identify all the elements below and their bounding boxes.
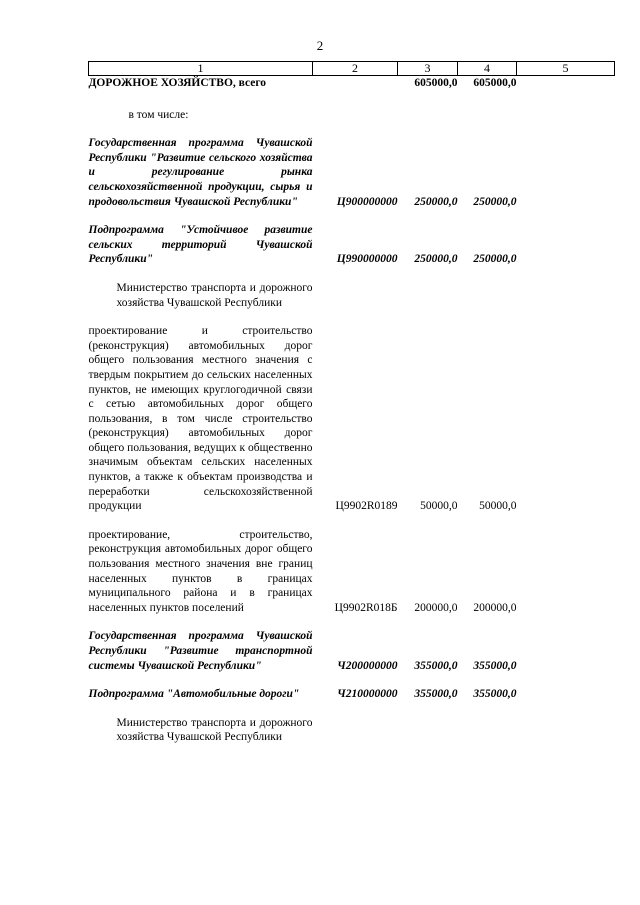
column-header-5: 5	[517, 62, 615, 76]
row-value-3: 200000,0	[414, 601, 458, 614]
row-value-3: 50000,0	[420, 500, 458, 513]
row-code: Ц9902R0189	[335, 500, 398, 513]
row-value-3	[398, 716, 458, 745]
column-header-3: 3	[398, 62, 458, 76]
row-value-4: 200000,0	[473, 601, 517, 614]
row-code	[313, 281, 398, 310]
row-value-3: 250000,0	[414, 253, 458, 266]
row-name: Министерство транспорта и дорожного хозяйства Чувашской Республики	[116, 281, 313, 309]
row-name: Подпрограмма "Автомобильные дороги"	[88, 688, 300, 701]
row-value-3: 355000,0	[414, 688, 458, 701]
row-name: Государственная программа Чувашской Республики "Развитие сельского хозяйства и регулирование рынка сельскохозяйственной продукции, сырья и продовольствия Чувашской Республики"	[88, 137, 313, 208]
row-value-4: 605000,0	[473, 77, 517, 89]
row-value-4: 355000,0	[473, 659, 517, 672]
row-value-3: 250000,0	[414, 195, 458, 208]
row-name: проектирование, строительство, реконструкция автомобильных дорог общего пользования местного значения вне границ населенных пунктов в границах муниципального района и в границах населенных пунктов поселений	[88, 528, 313, 614]
row-code	[313, 76, 398, 91]
table-row	[89, 108, 615, 123]
row-code	[313, 716, 398, 745]
row-name: Государственная программа Чувашской Республики "Развитие транспортной системы Чувашской Республики"	[88, 630, 313, 672]
row-value-5	[517, 281, 615, 310]
column-header-1: 1	[89, 62, 313, 76]
row-name: Министерство транспорта и дорожного хозяйства Чувашской Республики	[116, 716, 313, 744]
table-row	[89, 687, 615, 702]
row-value-3	[398, 108, 458, 123]
table-row	[89, 324, 615, 514]
table-row	[89, 281, 615, 310]
row-value-4: 250000,0	[473, 195, 517, 208]
table-row	[89, 76, 615, 91]
column-header-2: 2	[313, 62, 398, 76]
row-value-5	[517, 629, 615, 673]
row-value-3: 355000,0	[414, 659, 458, 672]
row-value-4	[458, 716, 517, 745]
row-value-5	[517, 528, 615, 616]
table-row	[89, 629, 615, 673]
page-number: 2	[316, 38, 324, 53]
row-name: проектирование и строительство (реконструкция) автомобильных дорог общего пользования местного значения с твердым покрытием до сельских населенных пунктов, не имеющих круглогодичной связи с сетью автомобильных дорог общего пользования, в том числе строительство (реконструкция) автомобильных дорог общего пользования, ведущих к общественно значимым объектам сельских населенных пунктов, а также к объектам производства и переработки сельскохозяйственной продукции	[88, 325, 313, 513]
row-code: Ц990000000	[336, 253, 398, 266]
table-row	[89, 223, 615, 267]
row-value-3	[398, 281, 458, 310]
row-value-5	[517, 716, 615, 745]
row-value-5	[517, 324, 615, 514]
row-value-5	[517, 76, 615, 91]
table-row	[89, 716, 615, 745]
budget-table	[88, 61, 615, 745]
row-code: Ц9902R018Б	[334, 601, 398, 614]
row-code: Ч210000000	[337, 688, 398, 701]
row-value-4: 250000,0	[473, 253, 517, 266]
column-header-4: 4	[458, 62, 517, 76]
row-code	[313, 108, 398, 123]
row-value-4: 355000,0	[473, 688, 517, 701]
table-header-row	[89, 62, 615, 76]
row-value-4: 50000,0	[479, 500, 517, 513]
row-name: в том числе:	[128, 108, 189, 121]
row-value-4	[458, 108, 517, 123]
row-value-5	[517, 108, 615, 123]
table-row	[89, 136, 615, 209]
row-value-4	[458, 281, 517, 310]
row-value-5	[517, 223, 615, 267]
table-row	[89, 528, 615, 616]
row-value-3: 605000,0	[414, 77, 458, 89]
row-name: ДОРОЖНОЕ ХОЗЯЙСТВО, всего	[88, 77, 267, 89]
row-value-5	[517, 687, 615, 702]
row-code: Ч200000000	[337, 659, 398, 672]
row-name: Подпрограмма "Устойчивое развитие сельских территорий Чувашской Республики"	[88, 224, 313, 266]
row-value-5	[517, 136, 615, 209]
row-code: Ц900000000	[336, 195, 398, 208]
